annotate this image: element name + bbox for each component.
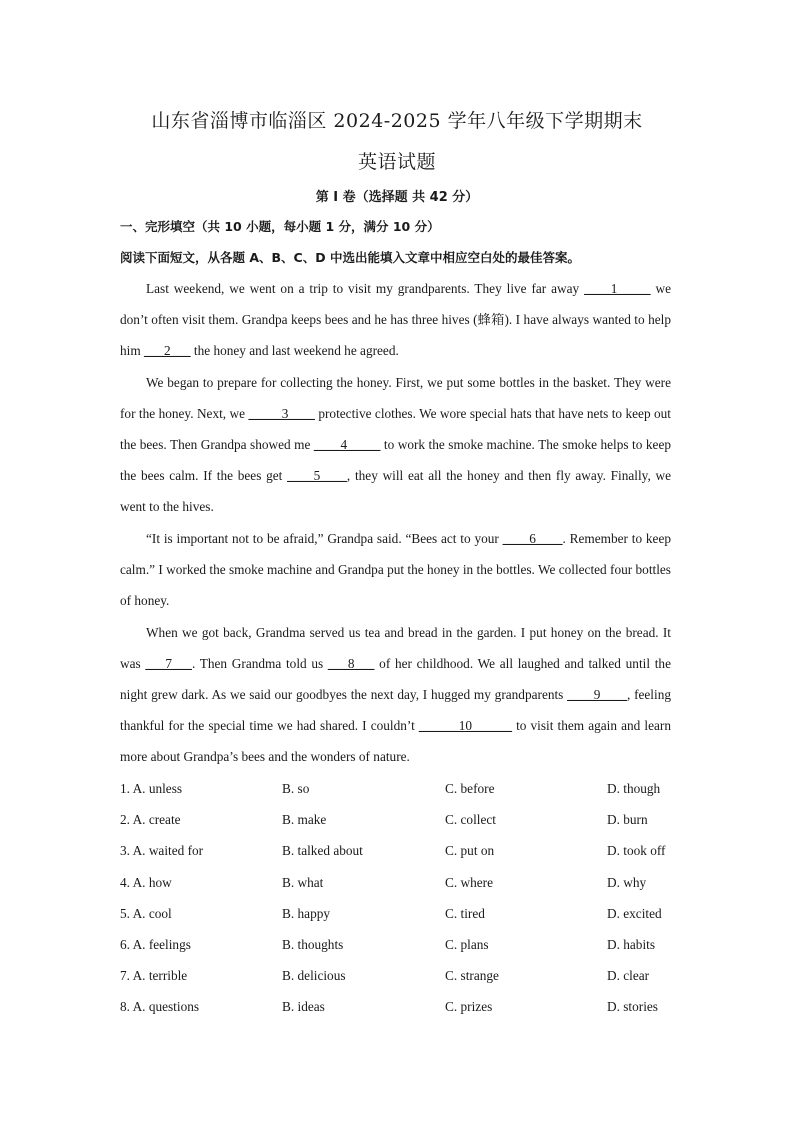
option-a: 2. A. create: [120, 812, 181, 828]
cloze-instruction: 阅读下面短文，从各题 A、B、C、D 中选出能填入文章中相应空白处的最佳答案。: [120, 250, 580, 265]
option-d: D. stories: [607, 999, 658, 1015]
blank-6: ____6____: [502, 531, 563, 546]
option-c: C. collect: [445, 812, 496, 828]
option-a: 6. A. feelings: [120, 936, 191, 952]
passage-text: , feeling thankful for the special time we had shared. I couldn’t: [120, 687, 671, 733]
blank-3: _____3____: [248, 406, 315, 421]
option-b: B. thoughts: [282, 936, 344, 952]
exam-title-line1: 山东省淄博市临淄区 2024-2025 学年八年级下学期期末: [151, 110, 643, 132]
option-b: B. so: [282, 781, 310, 796]
passage-paragraph-3: [120, 523, 671, 616]
blank-5: ____5____: [287, 468, 347, 483]
option-d: D. clear: [607, 968, 650, 984]
option-d: D. burn: [607, 812, 648, 828]
passage-paragraph-4: [120, 617, 671, 772]
blank-9: ____9____: [567, 687, 627, 702]
blank-8: ___8___: [327, 656, 375, 671]
option-c: C. where: [445, 874, 493, 890]
option-row: [120, 960, 680, 991]
option-c: C. before: [445, 781, 495, 796]
passage-text: protective clothes. We wore special hats that have nets to keep out the bees. Then Grandpa showed me: [120, 406, 671, 452]
option-a: 8. A. questions: [120, 999, 200, 1015]
option-d: D. though: [607, 781, 661, 796]
option-d: D. why: [607, 874, 647, 890]
section-subtitle: 第 I 卷（选择题 共 42 分）: [315, 190, 479, 205]
option-d: D. took off: [607, 843, 666, 859]
blank-1: ____1_____: [584, 281, 651, 296]
option-row: [120, 773, 680, 804]
passage-text: of her childhood. We all laughed and talked until the night grew dark. As we said our goodbyes the next day, I hugged my grandparents: [120, 656, 671, 702]
option-b: B. talked about: [282, 843, 363, 859]
option-a: 4. A. how: [120, 874, 172, 890]
passage-text: to visit them again and learn more about Grandpa’s bees and the wonders of nature.: [120, 718, 671, 764]
passage-text: Last weekend, we went on a trip to visit my grandparents. They live far away: [146, 281, 585, 296]
answer-options: [120, 773, 680, 1023]
option-b: B. delicious: [282, 968, 346, 984]
option-b: B. what: [282, 874, 324, 890]
option-row: [120, 898, 680, 929]
exam-title-line2: 英语试题: [357, 151, 436, 173]
option-d: D. excited: [607, 905, 662, 921]
option-row: [120, 867, 680, 898]
passage-text: . Remember to keep calm.” I worked the smoke machine and Grandpa put the honey in the bottles. We collected four bottles of honey.: [120, 531, 671, 608]
passage-text: When we got back, Grandma served us tea and bread in the garden. I put honey on the bread. It was: [120, 625, 671, 671]
option-a: 1. A. unless: [120, 781, 183, 796]
option-a: 5. A. cool: [120, 905, 172, 921]
option-row: [120, 929, 680, 960]
option-a: 7. A. terrible: [120, 968, 188, 984]
blank-2: ___2___: [144, 343, 191, 358]
option-c: C. prizes: [445, 999, 493, 1015]
option-b: B. ideas: [282, 999, 325, 1015]
passage-paragraph-1: [120, 273, 671, 366]
blank-10: ______10______: [418, 718, 512, 733]
option-b: B. make: [282, 812, 327, 828]
option-c: C. tired: [445, 905, 485, 921]
blank-7: ___7___: [145, 656, 192, 671]
passage-text: the honey and last weekend he agreed.: [190, 343, 399, 358]
passage-text: “It is important not to be afraid,” Grandpa said. “Bees act to your: [146, 531, 503, 546]
passage-text: to work the smoke machine. The smoke helps to keep the bees calm. If the bees get: [120, 437, 671, 483]
option-c: C. strange: [445, 968, 499, 984]
passage-text: . Then Grandma told us: [191, 656, 328, 671]
passage-paragraph-2: [120, 367, 671, 522]
passage-text: We began to prepare for collecting the honey. First, we put some bottles in the basket. They were for the honey. Next, we: [120, 375, 671, 421]
option-c: C. put on: [445, 843, 495, 859]
cloze-heading: 一、完形填空（共 10 小题，每小题 1 分，满分 10 分）: [120, 219, 440, 234]
option-a: 3. A. waited for: [120, 843, 204, 859]
option-b: B. happy: [282, 905, 331, 921]
option-row: [120, 835, 680, 866]
option-c: C. plans: [445, 936, 489, 952]
passage-text: we don’t often visit them. Grandpa keeps bees and he has three hives (蜂箱). I have always wanted to help him: [120, 281, 671, 358]
option-row: [120, 991, 680, 1022]
option-row: [120, 804, 680, 835]
option-d: D. habits: [607, 936, 656, 952]
blank-4: ____4_____: [313, 437, 381, 452]
passage-text: , they will eat all the honey and then fly away. Finally, we went to the hives.: [120, 468, 672, 514]
